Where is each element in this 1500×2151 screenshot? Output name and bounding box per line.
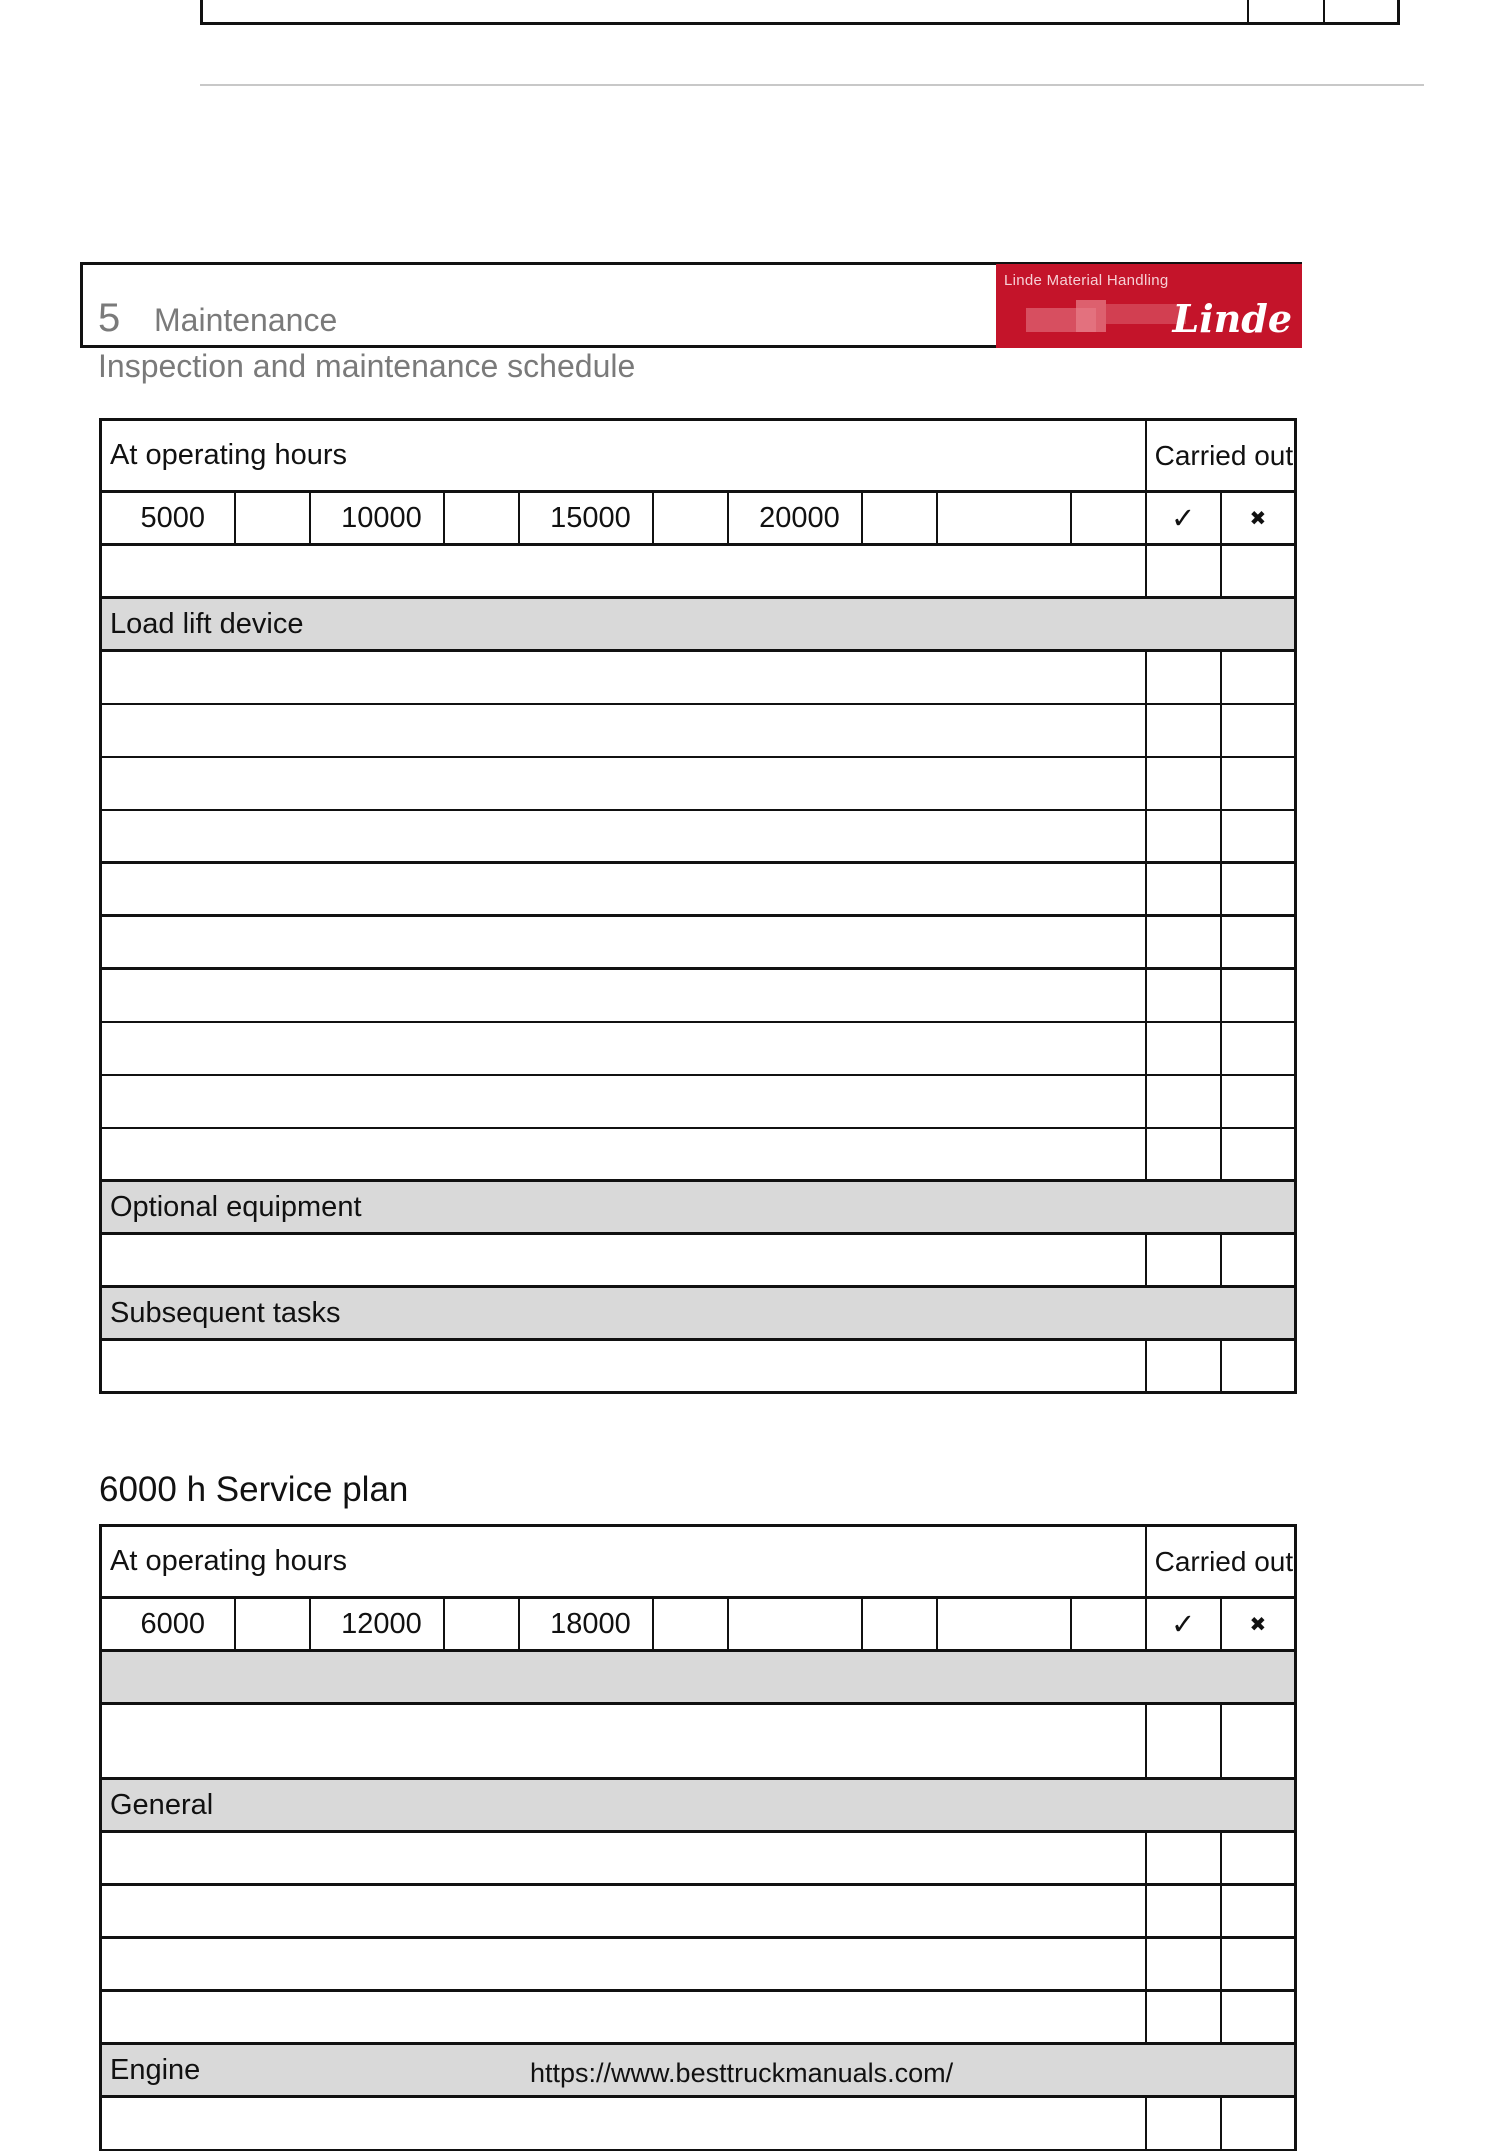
footer-url[interactable]: https://www.besttruckmanuals.com/ — [530, 2058, 954, 2088]
cross-cell[interactable] — [1221, 969, 1296, 1022]
cross-icon: ✖ — [1221, 1598, 1296, 1651]
table-row — [101, 810, 1296, 863]
cross-cell[interactable] — [1221, 916, 1296, 969]
chapter-number: 5 — [98, 296, 121, 340]
cross-cell[interactable] — [1221, 1832, 1296, 1885]
check-cell[interactable] — [1146, 1885, 1221, 1938]
section-blank — [101, 1651, 1296, 1704]
carried-out-label: Carried out — [1146, 420, 1296, 492]
section-optional-equipment: Optional equipment — [101, 1181, 1296, 1234]
section-general: General — [101, 1779, 1296, 1832]
cross-cell[interactable] — [1221, 1075, 1296, 1128]
cross-cell[interactable] — [1221, 704, 1296, 757]
cross-cell[interactable] — [1221, 863, 1296, 916]
page-separator — [200, 84, 1424, 86]
table-row — [101, 1022, 1296, 1075]
check-cell[interactable] — [1146, 651, 1221, 704]
table-row — [101, 1885, 1296, 1938]
cross-cell[interactable] — [1221, 1885, 1296, 1938]
check-icon: ✓ — [1146, 492, 1221, 545]
table-row — [101, 1832, 1296, 1885]
cross-cell[interactable] — [1221, 1234, 1296, 1287]
hours-value: 5000 — [101, 492, 235, 545]
check-cell[interactable] — [1146, 1022, 1221, 1075]
check-icon: ✓ — [1146, 1598, 1221, 1651]
hours-value: 15000 — [519, 492, 653, 545]
logo-brand: Linde — [1172, 296, 1292, 341]
section-subsequent-tasks: Subsequent tasks — [101, 1287, 1296, 1340]
table-row — [101, 1340, 1296, 1393]
check-cell[interactable] — [1146, 1991, 1221, 2044]
page-subtitle: Inspection and maintenance schedule — [98, 348, 636, 384]
operating-hours-label: At operating hours — [101, 420, 1146, 492]
table-row — [101, 545, 1296, 598]
logo-text: Linde Material Handling — [1004, 272, 1169, 289]
table-row — [101, 1128, 1296, 1181]
cross-cell[interactable] — [1221, 1340, 1296, 1393]
hours-value: 12000 — [310, 1598, 444, 1651]
cross-cell[interactable] — [1221, 1938, 1296, 1991]
table-row — [101, 651, 1296, 704]
maintenance-table — [99, 418, 1297, 1394]
table-row — [101, 916, 1296, 969]
cross-icon: ✖ — [1221, 492, 1296, 545]
previous-table-fragment — [200, 0, 1400, 25]
cross-cell[interactable] — [1221, 810, 1296, 863]
check-cell[interactable] — [1146, 1075, 1221, 1128]
table-row — [101, 969, 1296, 1022]
check-cell[interactable] — [1146, 1128, 1221, 1181]
check-cell[interactable] — [1146, 1340, 1221, 1393]
check-cell[interactable] — [1146, 1938, 1221, 1991]
section-load-lift-device: Load lift device — [101, 598, 1296, 651]
table-row — [101, 1075, 1296, 1128]
table-divider — [1247, 0, 1249, 22]
check-cell[interactable] — [1146, 863, 1221, 916]
hours-value: 10000 — [310, 492, 444, 545]
cross-cell[interactable] — [1221, 1704, 1296, 1779]
table-divider — [1323, 0, 1325, 22]
check-cell[interactable] — [1146, 1704, 1221, 1779]
table-row — [101, 863, 1296, 916]
cross-cell[interactable] — [1221, 651, 1296, 704]
check-cell[interactable] — [1146, 704, 1221, 757]
table-row — [101, 757, 1296, 810]
chapter-title: Maintenance — [154, 302, 338, 338]
logo-pattern — [1076, 300, 1106, 332]
table-row — [101, 1704, 1296, 1779]
cross-cell[interactable] — [1221, 1128, 1296, 1181]
hours-value: 6000 — [101, 1598, 235, 1651]
cross-cell[interactable] — [1221, 1991, 1296, 2044]
carried-out-label: Carried out — [1146, 1526, 1296, 1598]
cross-cell[interactable] — [1221, 1022, 1296, 1075]
table-row — [101, 1991, 1296, 2044]
check-cell[interactable] — [1146, 810, 1221, 863]
cross-cell[interactable] — [1221, 545, 1296, 598]
table-row — [101, 704, 1296, 757]
table-row — [101, 1234, 1296, 1287]
table-row — [101, 1938, 1296, 1991]
check-cell[interactable] — [1146, 545, 1221, 598]
check-cell[interactable] — [1146, 757, 1221, 810]
section-engine: Engine — [101, 2044, 1296, 2097]
hours-value: 20000 — [728, 492, 862, 545]
check-cell[interactable] — [1146, 1234, 1221, 1287]
service-plan-title: 6000 h Service plan — [99, 1470, 409, 1509]
hours-value: 18000 — [519, 1598, 653, 1651]
operating-hours-label: At operating hours — [101, 1526, 1146, 1598]
table-row — [101, 2097, 1296, 2150]
check-cell[interactable] — [1146, 969, 1221, 1022]
service-plan-table — [99, 1524, 1297, 2151]
linde-logo — [996, 264, 1302, 348]
check-cell[interactable] — [1146, 916, 1221, 969]
check-cell[interactable] — [1146, 1832, 1221, 1885]
cross-cell[interactable] — [1221, 757, 1296, 810]
cross-cell[interactable] — [1221, 2097, 1296, 2150]
check-cell[interactable] — [1146, 2097, 1221, 2150]
